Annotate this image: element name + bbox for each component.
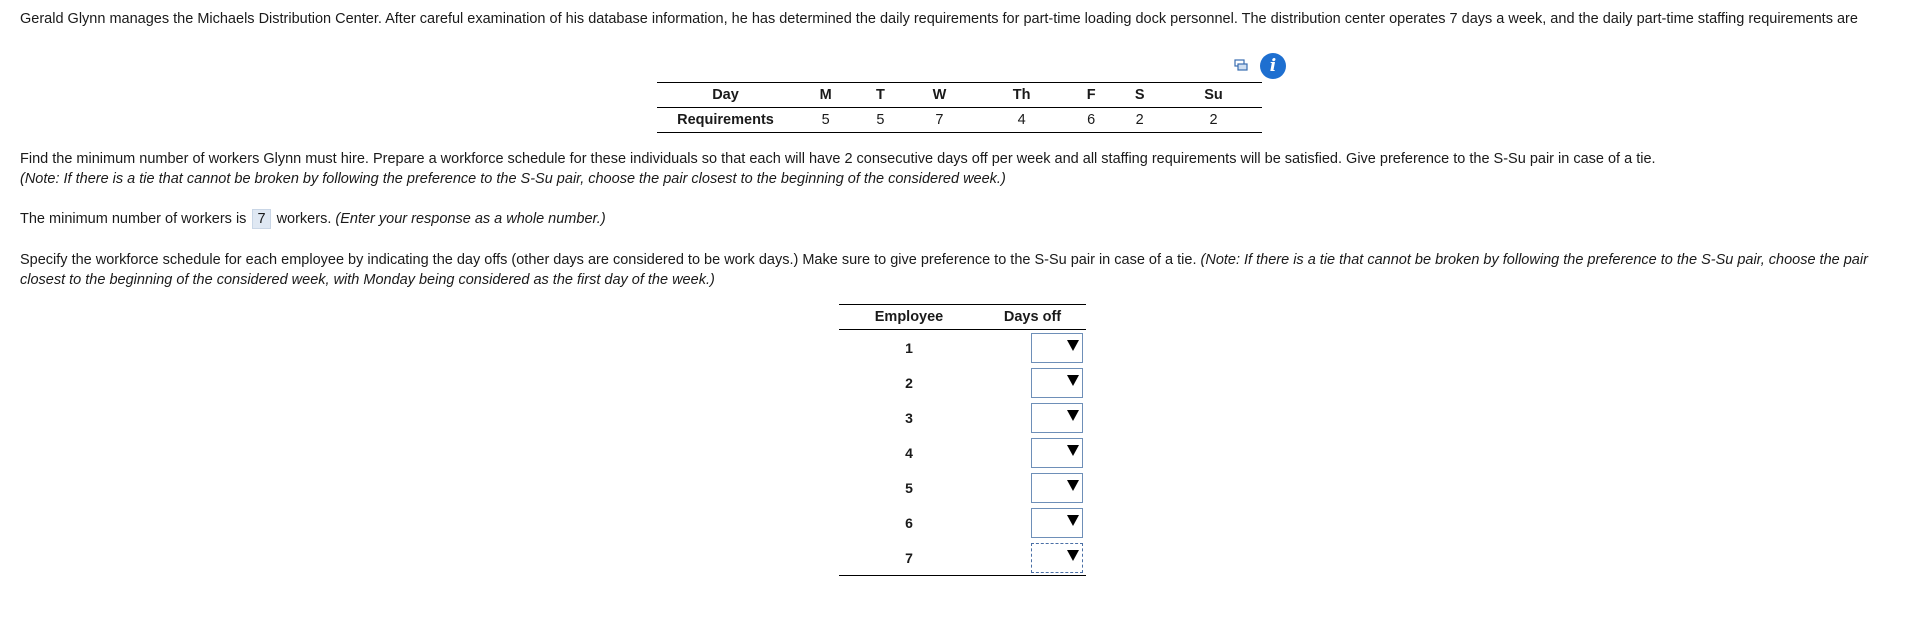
dropdown-arrow-icon (1067, 480, 1079, 491)
dropdown-arrow-icon (1067, 340, 1079, 351)
req-value-tue: 5 (876, 112, 885, 128)
min-workers-suffix: workers. (276, 211, 332, 227)
days-off-cell (979, 400, 1086, 435)
employee-number: 1 (905, 339, 913, 356)
table-row (839, 435, 1086, 470)
day-col-wed: W (904, 83, 976, 108)
table-row (839, 470, 1086, 505)
table-row (839, 400, 1086, 435)
min-workers-hint: (Enter your response as a whole number.) (335, 211, 606, 227)
min-workers-prefix: The minimum number of workers is (20, 211, 247, 227)
req-value-sun: 2 (1209, 112, 1218, 128)
employee-number: 3 (905, 409, 913, 426)
days-off-header: Days off (979, 305, 1086, 330)
day-col-fri: F (1068, 83, 1114, 108)
req-value-sat: 2 (1135, 112, 1144, 128)
toolbar-icons (1230, 53, 1290, 81)
dropdown-arrow-icon (1067, 445, 1079, 456)
question-main: Find the minimum number of workers Glynn must hire. Prepare a workforce schedule for these individuals so that each will have 2 consecutive days off per week and all staffing requirements will be satisfied. Give preference to the S-Su pair in case of a tie. (20, 151, 1656, 167)
employee-number: 5 (905, 479, 913, 496)
days-off-dropdown[interactable] (1031, 438, 1083, 468)
days-off-cell (979, 540, 1086, 576)
question-note: (Note: If there is a tie that cannot be broken by following the preference to the S-Su pair, choose the pair closest to the beginning of the considered week.) (20, 171, 1006, 187)
requirements-header-row (657, 83, 1262, 108)
employee-number: 6 (905, 514, 913, 531)
day-col-tue: T (857, 83, 903, 108)
requirements-row (657, 108, 1262, 133)
req-value-wed: 7 (935, 112, 944, 128)
employee-number: 2 (905, 374, 913, 391)
req-value-thu: 4 (1017, 112, 1026, 128)
days-off-dropdown[interactable] (1031, 508, 1083, 538)
day-col-mon: M (794, 83, 857, 108)
day-col-sat: S (1114, 83, 1165, 108)
info-icon[interactable]: i (1260, 53, 1286, 79)
print-icon[interactable] (1234, 59, 1248, 71)
dropdown-arrow-icon (1067, 515, 1079, 526)
schedule-instruction-note: (Note: If there is a tie that cannot be broken by following the preference to the S-Su pair, choose the pair closest to the beginning of the considered week, with Monday being considered as the first day of the week.) (20, 252, 1868, 288)
table-row (839, 505, 1086, 540)
question-text (20, 149, 1902, 189)
days-off-dropdown[interactable] (1031, 473, 1083, 503)
days-off-cell (979, 470, 1086, 505)
schedule-table (839, 304, 1086, 576)
dropdown-arrow-icon (1067, 550, 1079, 561)
schedule-instruction-main: Specify the workforce schedule for each employee by indicating the day offs (other days are considered to be work days.) Make sure to give preference to the S-Su pair in case of a tie. (20, 252, 1197, 268)
min-workers-line (20, 209, 1902, 229)
schedule-instruction (20, 250, 1902, 290)
days-off-dropdown[interactable] (1031, 543, 1083, 573)
days-off-dropdown[interactable] (1031, 333, 1083, 363)
day-header: Day (657, 83, 794, 108)
days-off-dropdown[interactable] (1031, 368, 1083, 398)
employee-number: 4 (905, 444, 913, 461)
table-row (839, 330, 1086, 366)
dropdown-arrow-icon (1067, 410, 1079, 421)
days-off-cell (979, 435, 1086, 470)
req-value-fri: 6 (1087, 112, 1096, 128)
table-row (839, 365, 1086, 400)
day-col-sun: Su (1165, 83, 1262, 108)
days-off-dropdown[interactable] (1031, 403, 1083, 433)
requirements-label: Requirements (677, 112, 774, 128)
schedule-header-row (839, 305, 1086, 330)
employee-header: Employee (839, 305, 979, 330)
table-row (839, 540, 1086, 576)
day-col-thu: Th (975, 83, 1068, 108)
employee-number: 7 (905, 549, 913, 566)
intro-text: Gerald Glynn manages the Michaels Distribution Center. After careful examination of his database information, he has determined the daily requirements for part-time loading dock personnel. The distribution center operates 7 days a week, and the daily part-time staffing requirements are (20, 11, 1858, 27)
requirements-table (657, 82, 1262, 133)
min-workers-answer-box[interactable]: 7 (252, 209, 270, 229)
dropdown-arrow-icon (1067, 375, 1079, 386)
req-value-mon: 5 (821, 112, 830, 128)
days-off-cell (979, 330, 1086, 366)
days-off-cell (979, 505, 1086, 540)
days-off-cell (979, 365, 1086, 400)
